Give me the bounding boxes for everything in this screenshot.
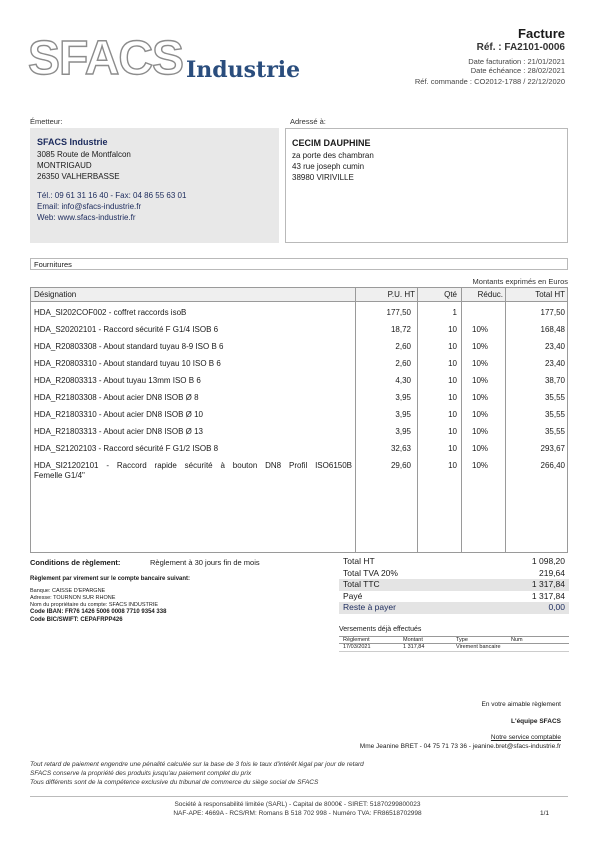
row-designation: HDA_R21803313 - About acier DN8 ISOB Ø 13 — [34, 427, 203, 436]
row-discount: 10% — [472, 393, 489, 402]
payments-header — [339, 636, 569, 644]
emitter-website[interactable]: Web: www.sfacs-industrie.fr — [37, 213, 136, 222]
footer-registration: NAF-APE: 4669A - RCS/RM: Romans B 518 702 998 - Numéro TVA: FR86518702998 — [173, 810, 422, 817]
emitter-label: Émetteur: — [30, 117, 63, 126]
row-discount: 10% — [472, 325, 489, 334]
row-designation: HDA_S21202103 - Raccord sécurité F G1/2 ISOB 8 — [34, 444, 219, 453]
payment-date: 17/03/2021 — [343, 644, 371, 650]
row-quantity: 10 — [448, 359, 457, 368]
legal-jurisdiction: Tous différents sont de la compétence exclusive du tribunal de commerce du siège social de SFACS — [30, 779, 319, 786]
page-number: 1/1 — [539, 810, 549, 817]
row-total: 177,50 — [540, 308, 565, 317]
header-discount: Réduc. — [477, 290, 503, 299]
row-quantity: 10 — [448, 461, 457, 470]
row-quantity: 10 — [448, 325, 457, 334]
row-unit-price: 177,50 — [386, 308, 411, 317]
column-divider — [505, 288, 506, 552]
total-ht-row — [339, 556, 569, 568]
payments-header-date: Règlement — [343, 637, 370, 643]
paid-value: 1 317,84 — [531, 590, 565, 601]
total-ttc-label: Total TTC — [343, 579, 380, 589]
remaining-row — [339, 602, 569, 614]
row-discount: 10% — [472, 342, 489, 351]
recipient-name: CECIM DAUPHINE — [292, 138, 371, 148]
row-discount: 10% — [472, 427, 489, 436]
account-owner: Nom du propriétaire du compte: SFACS INDUSTRIE — [30, 602, 159, 608]
logo-subtitle: Industrie — [186, 57, 301, 83]
row-total: 293,67 — [540, 444, 565, 453]
due-date: Date échéance : 28/02/2021 — [470, 66, 565, 75]
payment-terms-value: Règlement à 30 jours fin de mois — [150, 558, 260, 567]
emitter-phone: Tél.: 09 61 31 16 40 - Fax: 04 86 55 63 01 — [37, 191, 187, 200]
row-discount: 10% — [472, 359, 489, 368]
bank-name: Banque: CAISSE D'EPARGNE — [30, 588, 106, 594]
row-unit-price: 4,30 — [395, 376, 411, 385]
row-total: 38,70 — [544, 376, 565, 385]
transfer-label: Règlement par virement sur le compte bancaire suivant: — [30, 576, 191, 582]
recipient-box — [285, 128, 568, 243]
emitter-name: SFACS Industrie — [37, 137, 108, 147]
column-divider — [461, 288, 462, 552]
payments-header-type: Type — [456, 637, 468, 643]
remaining-label: Reste à payer — [343, 602, 396, 612]
row-quantity: 10 — [448, 376, 457, 385]
accounting-service: Notre service comptable — [490, 734, 561, 741]
total-tva-label: Total TVA 20% — [343, 567, 398, 578]
column-divider — [355, 288, 356, 552]
row-quantity: 10 — [448, 410, 457, 419]
document-title: Facture — [518, 26, 565, 41]
legal-late-payment: Tout retard de paiement engendre une pénalité calculée sur la base de 3 fois le taux d'intérêt légal par jour de retard — [30, 761, 364, 768]
bank-address: Adresse: TOURNON SUR RHONE — [30, 595, 116, 601]
emitter-address-2: MONTRIGAUD — [37, 161, 92, 170]
row-discount: 10% — [472, 410, 489, 419]
total-ht-label: Total HT — [343, 556, 375, 566]
recipient-address-1: za porte des chambran — [292, 151, 374, 160]
row-designation: HDA_R21803308 - About acier DN8 ISOB Ø 8 — [34, 393, 199, 402]
row-designation: HDA_R20803310 - About standard tuyau 10 ISO B 6 — [34, 359, 221, 368]
footer-company-info: Société à responsabilité limitée (SARL) - Capital de 8000€ - SIRET: 51870299800023 — [174, 801, 421, 808]
row-total: 266,40 — [540, 461, 565, 470]
emitter-address-1: 3085 Route de Montfalcon — [37, 150, 131, 159]
total-ttc-value: 1 317,84 — [531, 579, 565, 589]
footer-divider — [30, 796, 568, 797]
emitter-box — [30, 128, 279, 243]
payment-type: Virement bancaire — [456, 644, 501, 650]
row-quantity: 10 — [448, 427, 457, 436]
invoice-date: Date facturation : 21/01/2021 — [468, 57, 565, 66]
payment-terms-label: Conditions de règlement: — [30, 558, 121, 567]
paid-row — [339, 591, 569, 603]
row-designation: HDA_S20202101 - Raccord sécurité F G1/4 ISOB 6 — [34, 325, 219, 334]
column-divider — [417, 288, 418, 552]
row-quantity: 10 — [448, 393, 457, 402]
recipient-address-3: 38980 VIRIVILLE — [292, 173, 354, 182]
header-designation: Désignation — [34, 290, 77, 299]
accounting-contact: Mme Jeanine BRET - 04 75 71 73 36 - jeanine.bret@sfacs-industrie.fr — [359, 743, 561, 750]
company-logo — [28, 30, 318, 90]
row-total: 35,55 — [544, 427, 565, 436]
row-total: 168,48 — [540, 325, 565, 334]
order-reference: Réf. commande : CO2012-1788 / 22/12/2020 — [414, 77, 565, 86]
paid-label: Payé — [343, 590, 363, 601]
row-designation-continued: Femelle G1/4" — [34, 471, 85, 480]
row-discount: 10% — [472, 461, 489, 470]
payments-title: Versements déjà effectués — [339, 626, 422, 633]
closing-line: En votre aimable règlement — [481, 701, 561, 708]
row-unit-price: 2,60 — [395, 359, 411, 368]
total-ttc-row — [339, 579, 569, 591]
header-total: Total HT — [535, 290, 565, 299]
row-designation: HDA_R21803310 - About acier DN8 ISOB Ø 10 — [34, 410, 203, 419]
emitter-address-3: 26350 VALHERBASSE — [37, 172, 120, 181]
payment-amount: 1 317,84 — [403, 644, 425, 650]
invoice-reference: Réf. : FA2101-0006 — [476, 42, 565, 53]
row-discount: 10% — [472, 376, 489, 385]
row-total: 35,55 — [544, 393, 565, 402]
row-unit-price: 3,95 — [395, 427, 411, 436]
emitter-email[interactable]: Email: info@sfacs-industrie.fr — [37, 202, 142, 211]
iban: Code IBAN: FR76 1426 5006 0008 7710 9354 338 — [30, 609, 167, 615]
row-total: 23,40 — [544, 342, 565, 351]
row-designation: HDA_SI21202101 - Raccord rapide sécurité à bouton DN8 Profil ISO6150B — [34, 461, 352, 470]
recipient-address-2: 43 rue joseph cumin — [292, 162, 365, 171]
section-title: Fournitures — [30, 258, 568, 270]
row-unit-price: 3,95 — [395, 393, 411, 402]
payments-row — [339, 644, 569, 652]
row-designation: HDA_SI202COF002 - coffret raccords isoB — [34, 308, 187, 317]
total-tva-value: 219,64 — [539, 567, 565, 578]
remaining-value: 0,00 — [548, 602, 565, 612]
payments-section — [339, 626, 569, 652]
payments-header-amount: Montant — [403, 637, 423, 643]
row-designation: HDA_R20803313 - About tuyau 13mm ISO B 6 — [34, 376, 201, 385]
payments-header-num: Num — [511, 637, 523, 643]
row-designation: HDA_R20803308 - About standard tuyau 8-9 ISO B 6 — [34, 342, 224, 351]
team-signature: L'équipe SFACS — [511, 718, 561, 725]
row-total: 35,55 — [544, 410, 565, 419]
row-unit-price: 3,95 — [395, 410, 411, 419]
header-quantity: Qté — [444, 290, 457, 299]
row-unit-price: 32,63 — [390, 444, 411, 453]
currency-note: Montants exprimés en Euros — [472, 277, 568, 286]
row-quantity: 10 — [448, 444, 457, 453]
row-unit-price: 18,72 — [390, 325, 411, 334]
recipient-label: Adressé à: — [290, 117, 326, 126]
row-unit-price: 29,60 — [390, 461, 411, 470]
row-unit-price: 2,60 — [395, 342, 411, 351]
legal-ownership: SFACS conserve la propriété des produits jusqu'au paiement complet du prix — [30, 770, 252, 777]
header-unit-price: P.U. HT — [387, 290, 415, 299]
row-quantity: 10 — [448, 342, 457, 351]
row-total: 23,40 — [544, 359, 565, 368]
bic: Code BIC/SWIFT: CEPAFRPP426 — [30, 617, 123, 623]
items-table — [30, 287, 568, 553]
total-tva-row — [339, 568, 569, 580]
row-quantity: 1 — [452, 308, 457, 317]
row-discount: 10% — [472, 444, 489, 453]
logo-brand: SFACS — [28, 32, 184, 85]
total-ht-value: 1 098,20 — [531, 556, 565, 566]
